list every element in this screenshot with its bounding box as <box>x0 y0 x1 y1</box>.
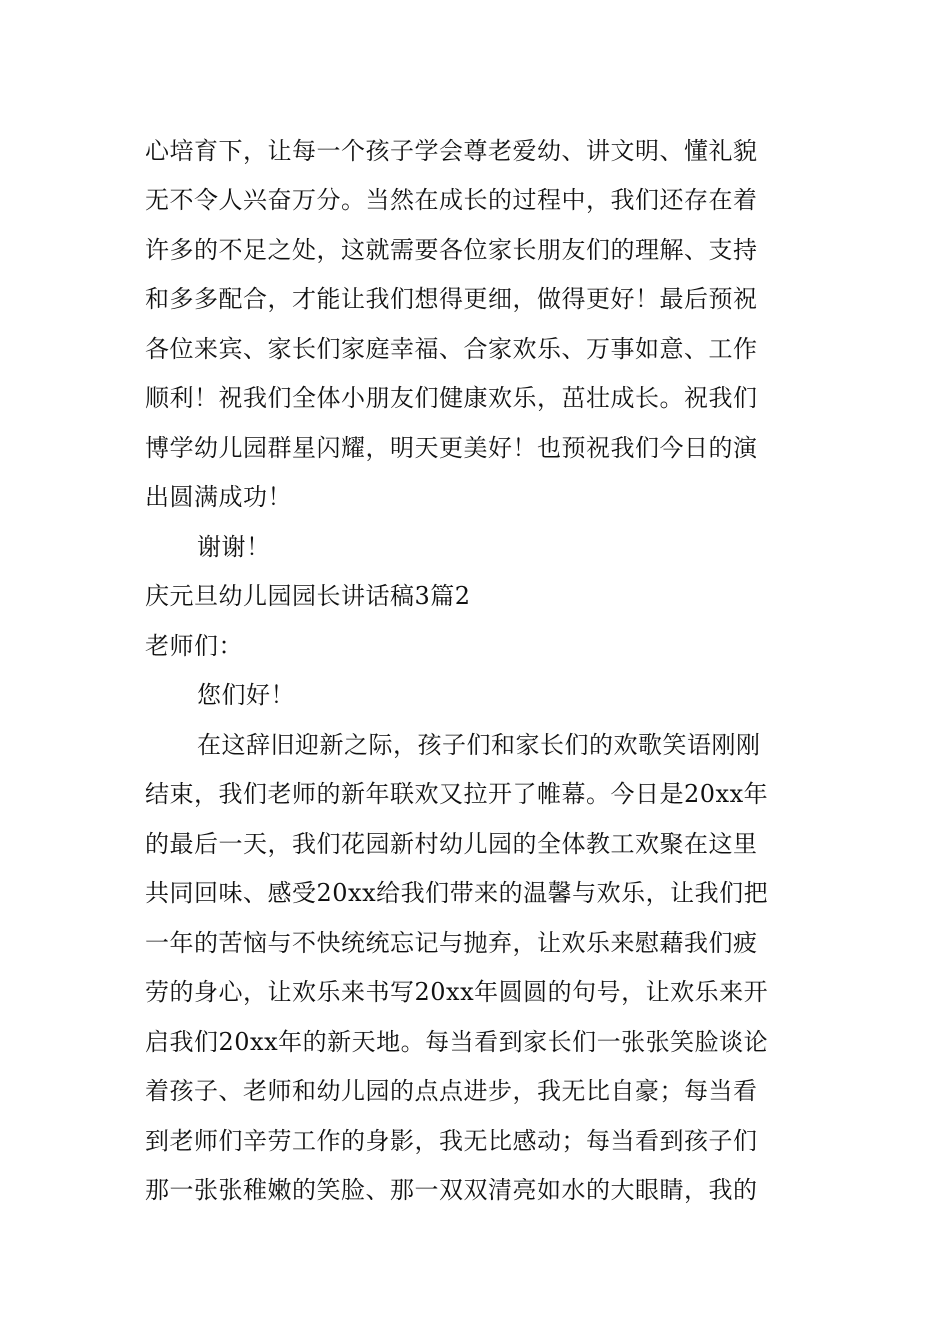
text-line: 启我们20xx年的新天地。每当看到家长们一张张笑脸谈论 <box>145 1028 769 1056</box>
paragraph-start: 在这辞旧迎新之际，孩子们和家长们的欢歌笑语刚刚 <box>197 731 761 759</box>
text-line: 共同回味、感受20xx给我们带来的温馨与欢乐，让我们把 <box>145 879 769 907</box>
greeting: 您们好！ <box>197 681 295 709</box>
text-line: 各位来宾、家长们家庭幸福、合家欢乐、万事如意、工作 <box>145 335 758 363</box>
text-line: 结束，我们老师的新年联欢又拉开了帷幕。今日是20xx年 <box>145 780 769 808</box>
text-line: 心培育下，让每一个孩子学会尊老爱幼、讲文明、懂礼貌 <box>145 137 758 165</box>
text-line: 博学幼儿园群星闪耀，明天更美好！也预祝我们今日的演 <box>145 434 758 462</box>
text-line: 顺利！祝我们全体小朋友们健康欢乐，茁壮成长。祝我们 <box>145 384 758 412</box>
text-line: 许多的不足之处，这就需要各位家长朋友们的理解、支持 <box>145 236 758 264</box>
text-line: 那一张张稚嫩的笑脸、那一双双清亮如水的大眼睛，我的 <box>145 1176 758 1204</box>
text-line: 到老师们辛劳工作的身影，我无比感动；每当看到孩子们 <box>145 1127 758 1155</box>
text-line: 的最后一天，我们花园新村幼儿园的全体教工欢聚在这里 <box>145 830 758 858</box>
text-line: 无不令人兴奋万分。当然在成长的过程中，我们还存在着 <box>145 186 758 214</box>
closing-thanks: 谢谢！ <box>197 533 271 561</box>
text-line: 劳的身心，让欢乐来书写20xx年圆圆的句号，让欢乐来开 <box>145 978 769 1006</box>
text-line: 和多多配合，才能让我们想得更细，做得更好！最后预祝 <box>145 285 758 313</box>
text-line: 着孩子、老师和幼儿园的点点进步，我无比自豪；每当看 <box>145 1077 758 1105</box>
text-line: 出圆满成功！ <box>145 483 292 511</box>
text-line: 一年的苦恼与不快统统忘记与抛弃，让欢乐来慰藉我们疲 <box>145 929 758 957</box>
section-title: 庆元旦幼儿园园长讲话稿3篇2 <box>145 582 471 610</box>
salutation: 老师们： <box>145 632 243 660</box>
